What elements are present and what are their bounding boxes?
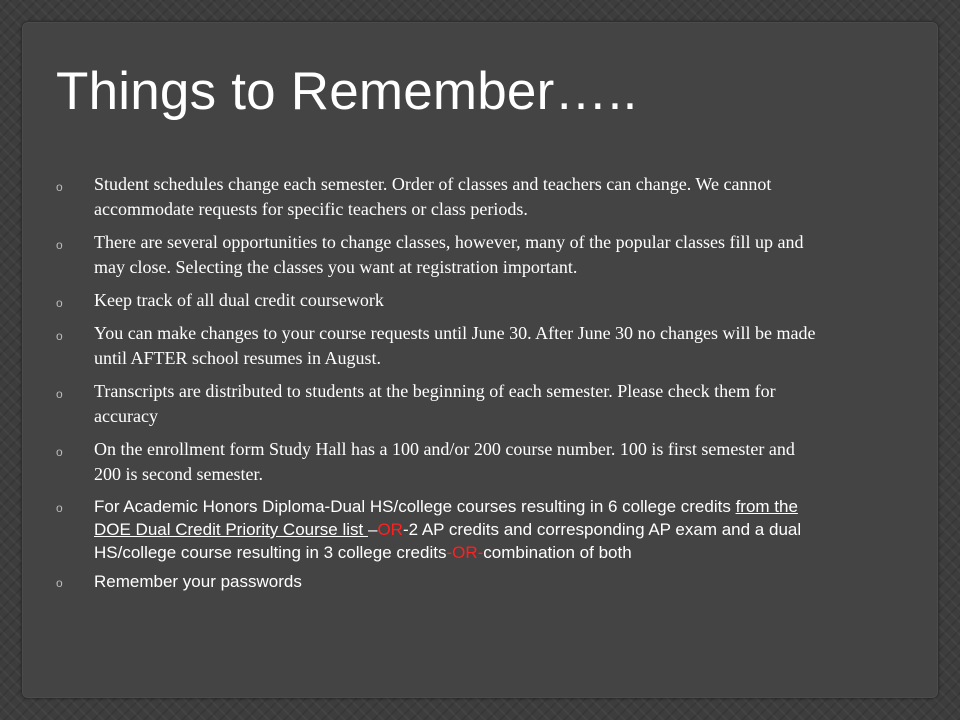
bullet-list [56,172,816,599]
bullet-item-study-hall [56,437,816,487]
honors-text-part1: For Academic Honors Diploma-Dual HS/college courses resulting in 6 college credits [94,497,736,516]
bullet-text: On the enrollment form Study Hall has a 100 and/or 200 course number. 100 is first semester and 200 is second semester. [94,439,795,484]
bullet-marker-icon: o [56,576,63,590]
bullet-text: Remember your passwords [94,572,302,591]
bullet-marker-icon: o [56,387,63,401]
bullet-marker-icon: o [56,296,63,310]
bullet-marker-icon: o [56,501,63,515]
honors-text-part2: – [367,520,378,539]
bullet-text: Student schedules change each semester. Order of classes and teachers can change. We cannot accommodate requests for specific teachers or class periods. [94,174,772,219]
bullet-text: Transcripts are distributed to students at the beginning of each semester. Please check them for accuracy [94,381,776,426]
bullet-item-dual-credit [56,288,816,313]
honors-text-part4: combination of both [483,543,632,562]
doe-priority-course-list-link[interactable]: from the DOE Dual Credit Priority Course list [94,497,798,539]
bullet-item-course-requests [56,321,816,371]
bullet-item-passwords [56,570,816,593]
bullet-marker-icon: o [56,180,63,194]
bullet-item-transcripts [56,379,816,429]
or-highlight: OR [377,520,403,539]
honors-text-part3: -2 AP credits and corresponding AP exam and a dual HS/college course resulting in 3 college credits [94,520,802,562]
bullet-item-schedules [56,172,816,222]
bullet-item-academic-honors [56,495,816,564]
bullet-marker-icon: o [56,445,63,459]
bullet-text: Keep track of all dual credit coursework [94,290,384,310]
bullet-marker-icon: o [56,238,63,252]
or-highlight: -OR- [446,543,484,562]
bullet-text: You can make changes to your course requests until June 30. After June 30 no changes will be made until AFTER school resumes in August. [94,323,816,368]
bullet-marker-icon: o [56,329,63,343]
bullet-text: There are several opportunities to change classes, however, many of the popular classes fill up and may close. Selecting the classes you want at registration important. [94,232,804,277]
slide-title: Things to Remember….. [56,62,638,121]
bullet-item-change-classes [56,230,816,280]
